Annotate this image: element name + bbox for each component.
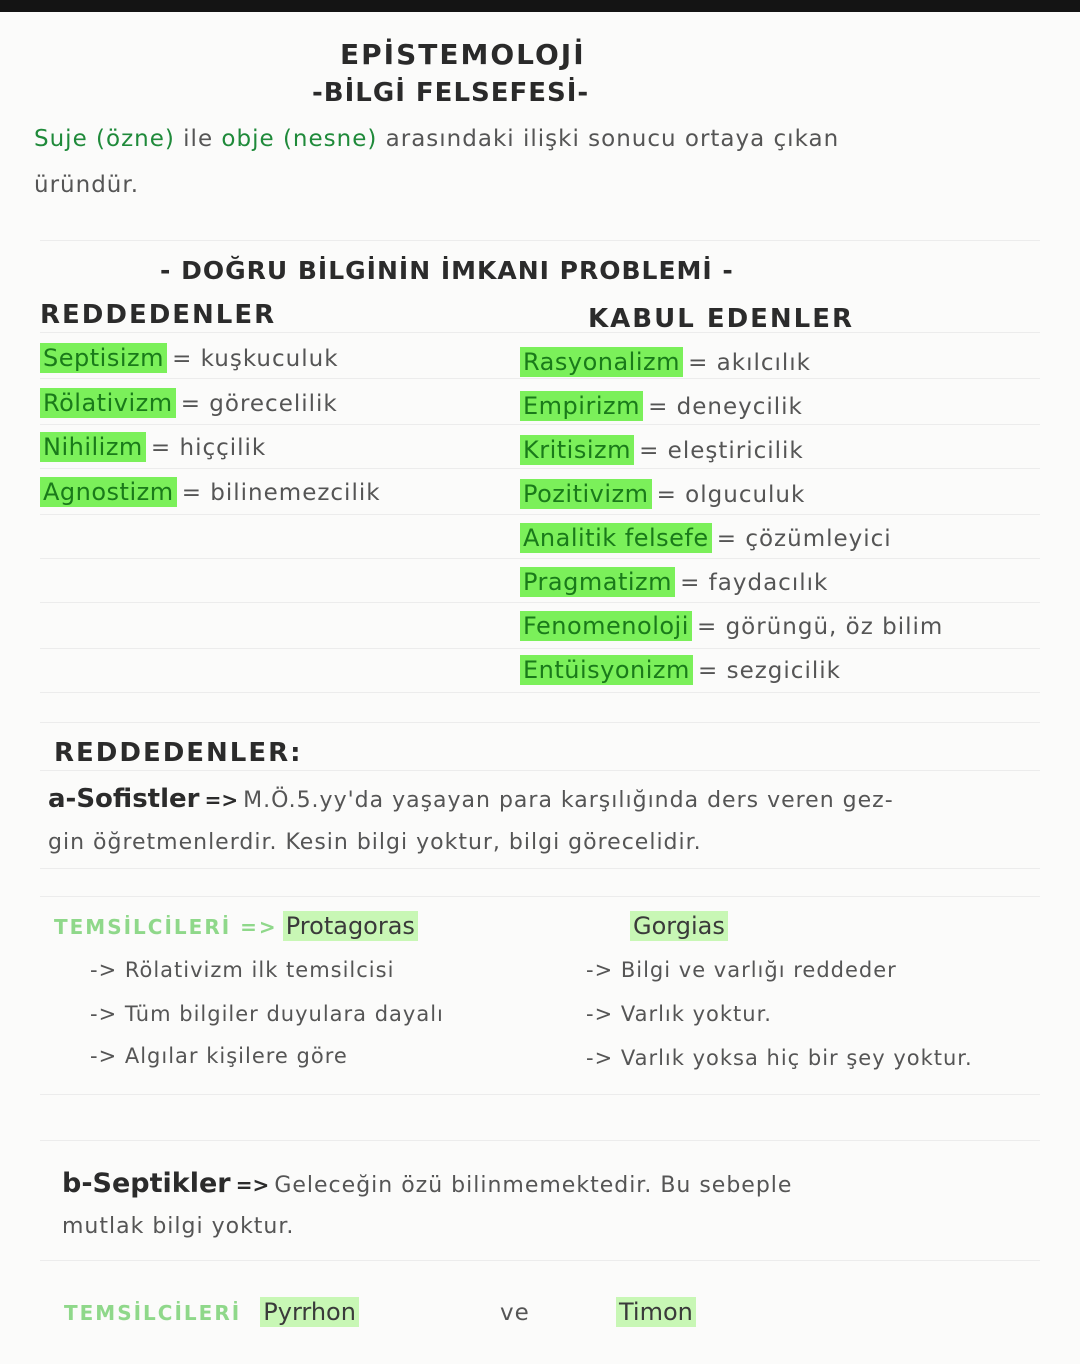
rep-pyrrhon: Pyrrhon [260,1297,359,1327]
ruled-line [40,1260,1040,1261]
ile-word: ile [183,126,214,152]
rep-gorgias-wrap [630,912,728,940]
term-definition: = kuşkuculuk [172,346,339,372]
sofistler-label: a-Sofistler [48,784,200,814]
gorgias-point: -> Varlık yoksa hiç bir şey yoktur. [586,1046,973,1070]
left-column-header: REDDEDENLER [40,300,277,330]
suje-term: Suje (özne) [34,126,175,152]
term-definition: = faydacılık [680,570,829,596]
sofistler-text-1: M.Ö.5.yy'da yaşayan para karşılığında ders veren gez- [243,788,894,813]
term-highlight: Analitik felsefe [520,523,712,553]
right-item [520,524,892,552]
arrow-icon: => [235,1173,270,1197]
left-item [40,344,339,372]
representatives-label: TEMSİLCİLERİ => [54,915,278,939]
term-definition: = akılcılık [688,350,811,376]
gorgias-point: -> Varlık yoktur. [586,1002,772,1026]
term-definition: = görecelilik [180,391,338,417]
right-column-header: KABUL EDENLER [588,304,855,334]
term-definition: = deneycilik [648,394,803,420]
term-definition: = sezgicilik [698,658,841,684]
term-highlight: Kritisizm [520,435,634,465]
page-subtitle: -BİLGİ FELSEFESİ- [312,78,590,108]
ruled-line [40,1140,1040,1141]
rep-timon: Timon [616,1297,696,1327]
obje-term: obje (nesne) [221,126,378,152]
ruled-line [40,378,1040,379]
right-item [520,480,805,508]
ruled-line [40,558,1040,559]
term-highlight: Empirizm [520,391,643,421]
arrow-icon: => [204,788,239,812]
intro-line-1 [34,126,839,152]
term-highlight: Rasyonalizm [520,347,683,377]
term-highlight: Nihilizm [40,432,146,462]
ruled-line [40,424,1040,425]
sofistler-text-2: gin öğretmenlerdir. Kesin bilgi yoktur, bilgi görecelidir. [48,830,702,855]
section-a-heading: REDDEDENLER: [54,738,303,768]
term-highlight: Agnostizm [40,477,177,507]
ruled-line [40,648,1040,649]
left-item [40,478,381,506]
ruled-line [40,868,1040,869]
term-definition: = olguculuk [656,482,806,508]
ruled-line [40,770,1040,771]
protagoras-point: -> Tüm bilgiler duyulara dayalı [90,1002,444,1026]
section-a-line-1 [48,784,894,814]
protagoras-point: -> Rölativizm ilk temsilcisi [90,958,395,982]
right-item [520,656,841,684]
term-definition: = hiççilik [150,435,267,461]
page-title: EPİSTEMOLOJİ [340,38,586,71]
right-item [520,436,804,464]
term-highlight: Pragmatizm [520,567,675,597]
intro-line-2: üründür. [34,172,140,198]
term-definition: = eleştiricilik [639,438,804,464]
term-highlight: Rölativizm [40,388,176,418]
problem-heading: - DOĞRU BİLGİNİN İMKANI PROBLEMİ - [160,256,734,285]
term-highlight: Fenomenoloji [520,611,692,641]
rep-timon-wrap [616,1298,696,1326]
intro-rest: arasındaki ilişki sonucu ortaya çıkan [385,126,840,152]
left-item [40,389,338,417]
right-item [520,392,803,420]
septikler-text-1: Geleceğin özü bilinmemektedir. Bu sebeple [274,1173,793,1198]
ruled-line [40,468,1040,469]
term-definition: = görüngü, öz bilim [696,614,944,640]
section-b-representatives [64,1298,359,1326]
term-definition: = bilinemezcilik [181,480,381,506]
rep-protagoras: Protagoras [283,911,418,941]
right-item [520,348,811,376]
section-a-representatives [54,912,418,940]
ruled-line [40,332,1040,333]
representatives-label: TEMSİLCİLERİ [64,1301,242,1325]
ruled-line [40,692,1040,693]
top-border [0,0,1080,12]
rep-gorgias: Gorgias [630,911,728,941]
left-item [40,433,266,461]
protagoras-point: -> Algılar kişilere göre [90,1044,348,1068]
ruled-line [40,602,1040,603]
term-definition: = çözümleyici [716,526,892,552]
right-item [520,612,943,640]
ruled-line [40,896,1040,897]
gorgias-point: -> Bilgi ve varlığı reddeder [586,958,897,982]
section-b-line-1 [62,1168,792,1199]
term-highlight: Septisizm [40,343,167,373]
term-highlight: Pozitivizm [520,479,652,509]
term-highlight: Entüisyonizm [520,655,693,685]
ruled-line [40,514,1040,515]
ruled-line [40,1094,1040,1095]
septikler-label: b-Septikler [62,1168,231,1199]
right-item [520,568,828,596]
ruled-line [40,722,1040,723]
ruled-line [40,240,1040,241]
and-word: ve [500,1300,530,1326]
septikler-text-2: mutlak bilgi yoktur. [62,1214,295,1239]
